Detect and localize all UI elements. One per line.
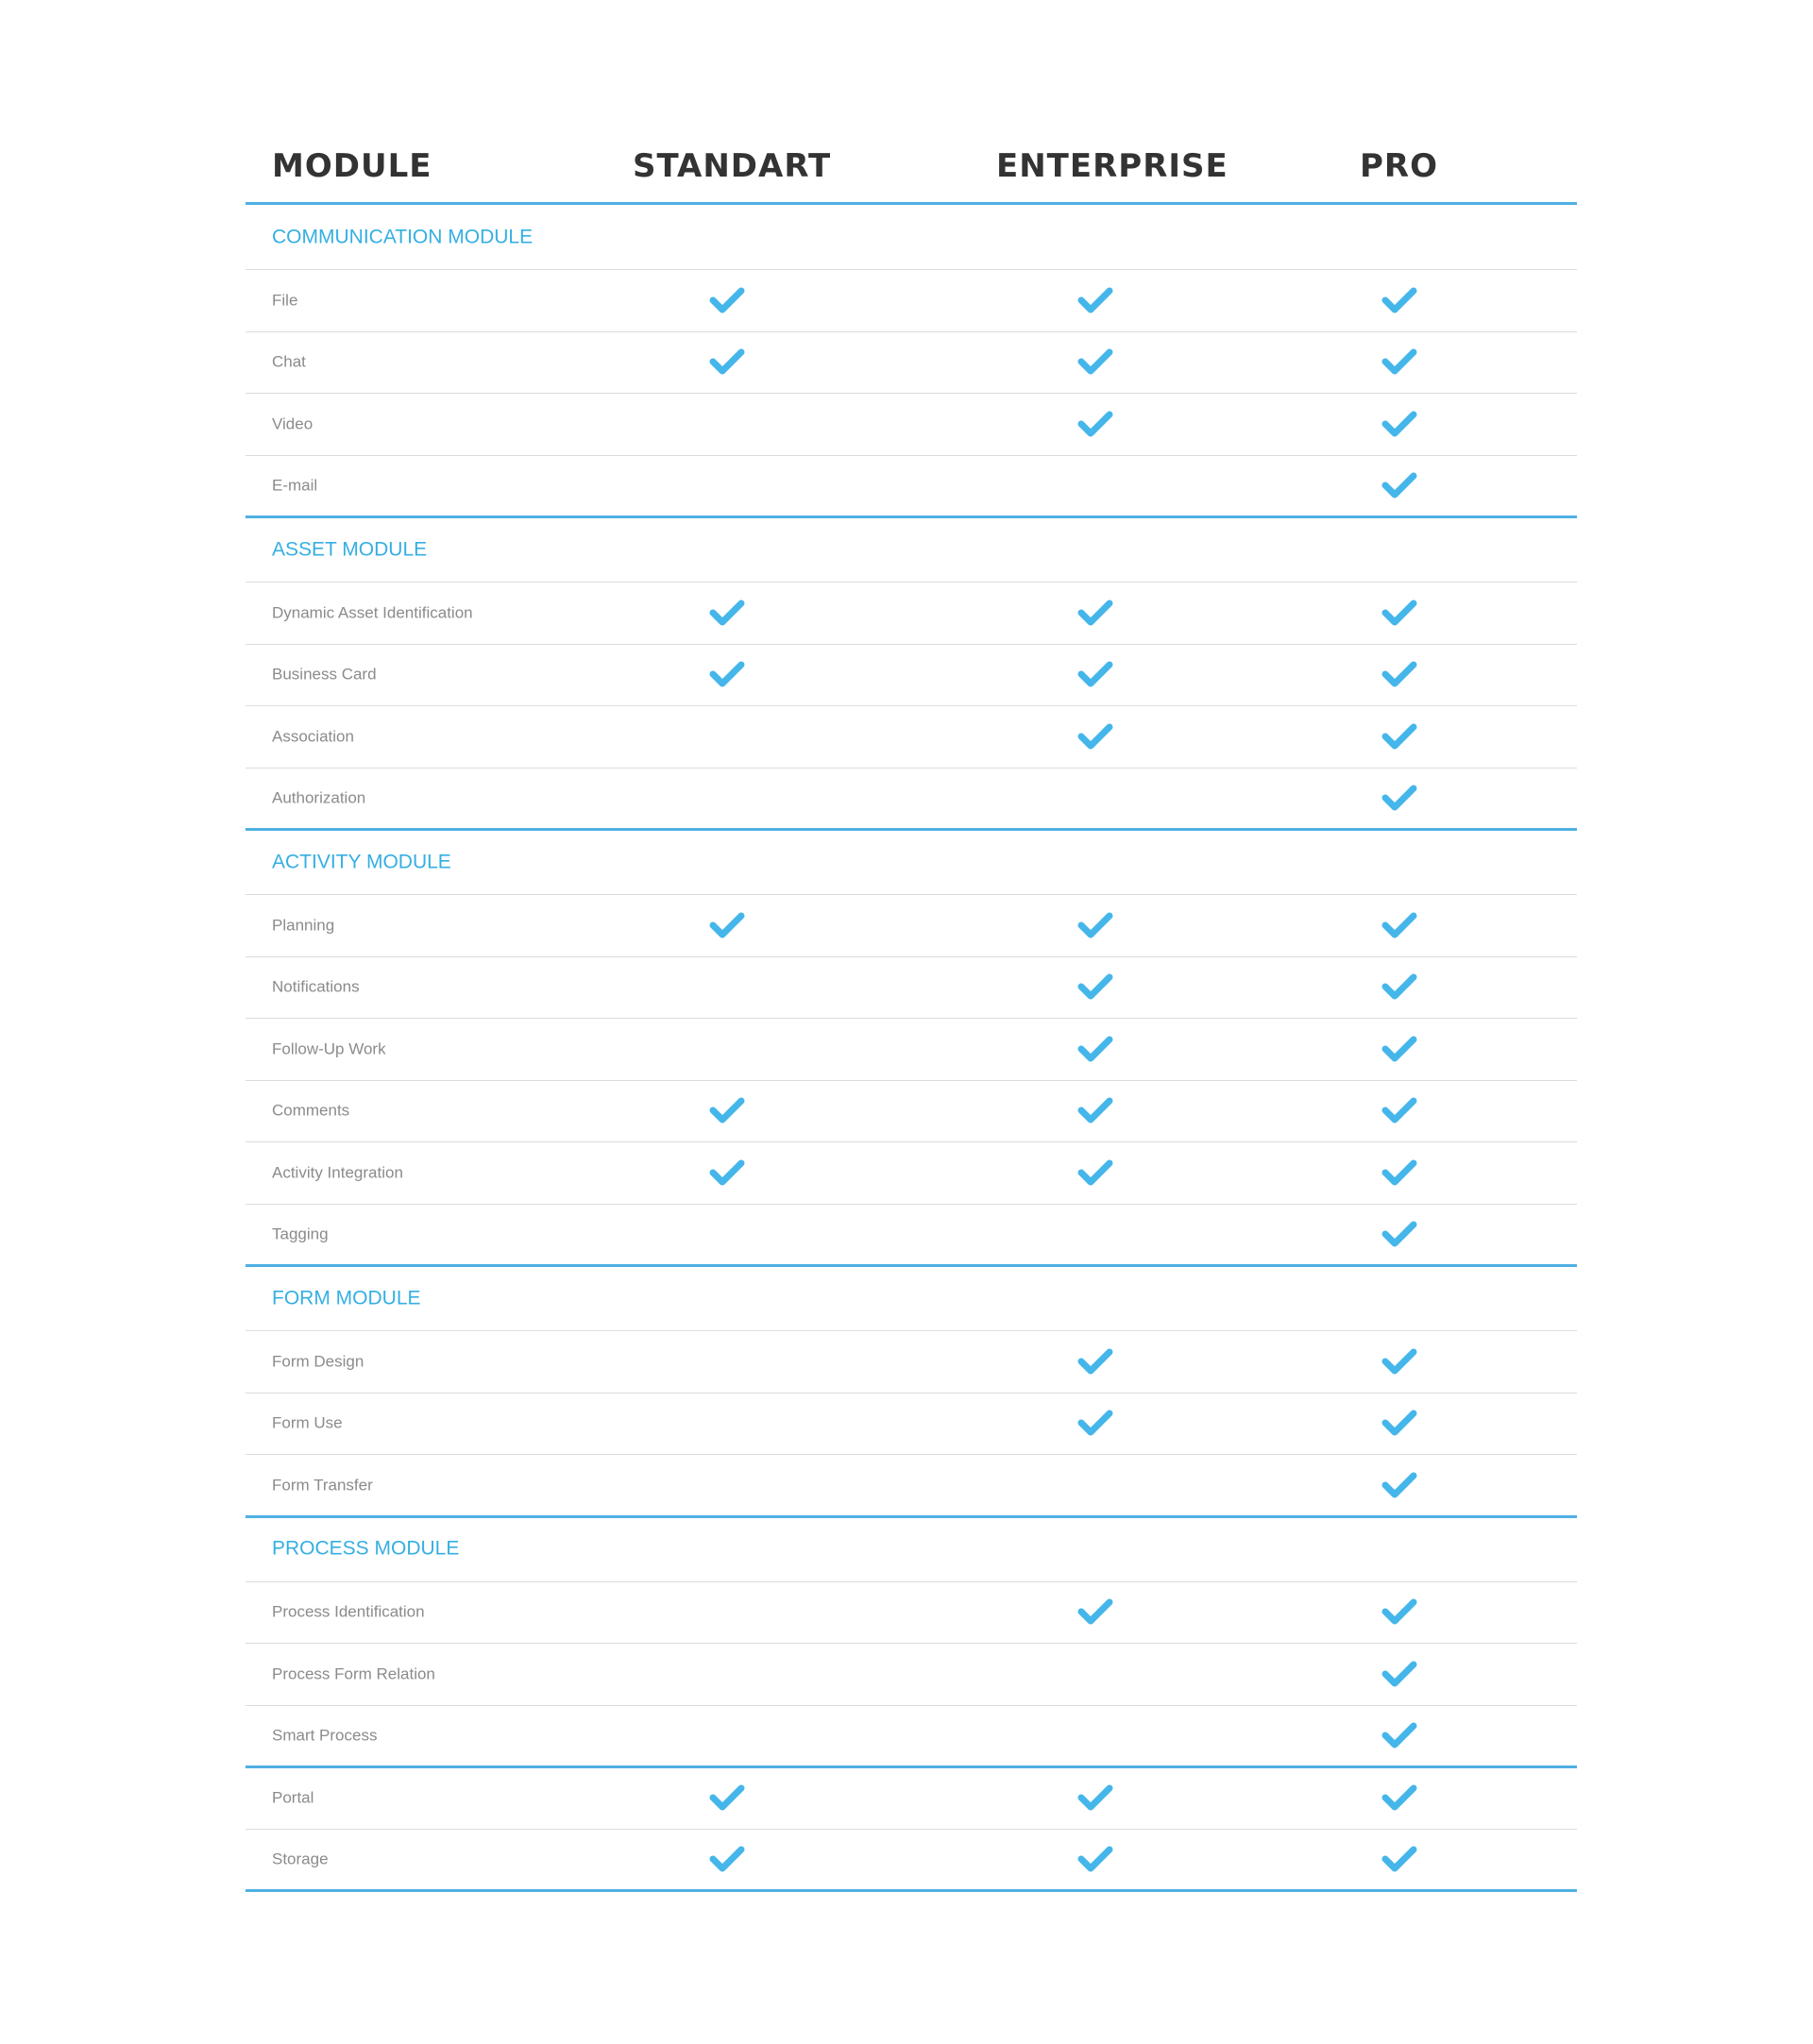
checkmark-icon [708, 346, 746, 377]
checkmark-icon [1381, 1470, 1418, 1500]
checkmark-icon [1381, 1157, 1418, 1188]
section-title-process-module: PROCESS MODULE [272, 1537, 460, 1560]
column-header-standart: STANDART [633, 147, 832, 185]
section-title-activity-module: ACTIVITY MODULE [272, 851, 451, 872]
checkmark-icon [708, 1782, 746, 1813]
checkmark-icon [1381, 285, 1418, 315]
feature-label-planning: Planning [272, 916, 335, 935]
section-divider [246, 828, 1577, 831]
checkmark-icon [1076, 1157, 1114, 1188]
checkmark-icon [1381, 470, 1418, 500]
checkmark-icon [1076, 409, 1114, 439]
row-divider [246, 393, 1577, 394]
feature-label-storage: Storage [272, 1850, 329, 1868]
feature-label-form-use: Form Use [272, 1413, 343, 1432]
checkmark-icon [1076, 1095, 1114, 1125]
column-header-module: MODULE [272, 147, 432, 185]
checkmark-icon [1381, 1095, 1418, 1125]
checkmark-icon [1381, 409, 1418, 439]
checkmark-icon [1381, 1844, 1418, 1874]
checkmark-icon [1381, 1596, 1418, 1627]
section-title-form-module: FORM MODULE [272, 1287, 421, 1309]
feature-label-dynamic-asset-identification: Dynamic Asset Identification [272, 603, 473, 622]
checkmark-icon [1076, 721, 1114, 752]
row-divider [246, 1204, 1577, 1205]
checkmark-icon [1076, 659, 1114, 689]
row-divider [246, 1454, 1577, 1455]
row-divider [246, 768, 1577, 769]
feature-label-e-mail: E-mail [272, 476, 318, 495]
feature-label-follow-up-work: Follow-Up Work [272, 1039, 386, 1058]
row-divider [246, 455, 1577, 456]
checkmark-icon [708, 1844, 746, 1874]
row-divider [246, 644, 1577, 645]
checkmark-icon [708, 285, 746, 315]
feature-label-authorization: Authorization [272, 788, 366, 807]
section-title-asset-module: ASSET MODULE [272, 538, 428, 560]
feature-label-association: Association [272, 727, 354, 746]
row-divider [246, 582, 1577, 583]
checkmark-icon [1076, 346, 1114, 377]
checkmark-icon [1076, 1844, 1114, 1874]
checkmark-icon [1076, 598, 1114, 628]
row-divider [246, 1829, 1577, 1830]
section-divider [246, 1765, 1577, 1768]
checkmark-icon [1381, 783, 1418, 813]
checkmark-icon [1381, 1219, 1418, 1249]
checkmark-icon [1381, 721, 1418, 752]
checkmark-icon [1076, 285, 1114, 315]
feature-label-file: File [272, 291, 298, 310]
checkmark-icon [708, 659, 746, 689]
checkmark-icon [1381, 659, 1418, 689]
feature-label-activity-integration: Activity Integration [272, 1163, 403, 1182]
checkmark-icon [1076, 1346, 1114, 1377]
checkmark-icon [1381, 971, 1418, 1002]
feature-label-business-card: Business Card [272, 665, 377, 684]
checkmark-icon [1381, 346, 1418, 377]
column-header-pro: PRO [1360, 147, 1439, 185]
row-divider [246, 1581, 1577, 1582]
header-divider [246, 202, 1577, 205]
checkmark-icon [1076, 1034, 1114, 1064]
column-header-enterprise: ENTERPRISE [996, 147, 1228, 185]
row-divider [246, 1330, 1577, 1331]
checkmark-icon [1381, 910, 1418, 940]
checkmark-icon [1076, 1782, 1114, 1813]
checkmark-icon [1381, 1034, 1418, 1064]
checkmark-icon [1076, 1596, 1114, 1627]
row-divider [246, 1393, 1577, 1394]
checkmark-icon [1381, 1408, 1418, 1438]
checkmark-icon [1076, 971, 1114, 1002]
checkmark-icon [1381, 598, 1418, 628]
row-divider [246, 1018, 1577, 1019]
row-divider [246, 956, 1577, 957]
section-divider [246, 1264, 1577, 1267]
checkmark-icon [1381, 1346, 1418, 1377]
row-divider [246, 269, 1577, 270]
row-divider [246, 894, 1577, 895]
section-title-communication-module: COMMUNICATION MODULE [272, 226, 534, 247]
checkmark-icon [1381, 1720, 1418, 1750]
checkmark-icon [708, 1157, 746, 1188]
feature-label-form-transfer: Form Transfer [272, 1476, 373, 1495]
checkmark-icon [1381, 1659, 1418, 1689]
feature-label-smart-process: Smart Process [272, 1726, 378, 1745]
feature-label-notifications: Notifications [272, 977, 360, 996]
row-divider [246, 1141, 1577, 1142]
section-divider [246, 515, 1577, 518]
checkmark-icon [1076, 1408, 1114, 1438]
section-divider [246, 1889, 1577, 1892]
checkmark-icon [708, 1095, 746, 1125]
feature-label-portal: Portal [272, 1788, 314, 1807]
checkmark-icon [1381, 1782, 1418, 1813]
row-divider [246, 1080, 1577, 1081]
feature-label-process-identification: Process Identification [272, 1602, 425, 1621]
feature-label-video: Video [272, 414, 313, 433]
row-divider [246, 1643, 1577, 1644]
row-divider [246, 1705, 1577, 1706]
row-divider [246, 705, 1577, 706]
row-divider [246, 331, 1577, 332]
feature-label-chat: Chat [272, 352, 306, 371]
checkmark-icon [708, 598, 746, 628]
feature-label-form-design: Form Design [272, 1352, 364, 1371]
feature-label-process-form-relation: Process Form Relation [272, 1664, 435, 1683]
feature-label-comments: Comments [272, 1101, 350, 1120]
feature-label-tagging: Tagging [272, 1225, 329, 1243]
checkmark-icon [708, 910, 746, 940]
checkmark-icon [1076, 910, 1114, 940]
section-divider [246, 1515, 1577, 1518]
